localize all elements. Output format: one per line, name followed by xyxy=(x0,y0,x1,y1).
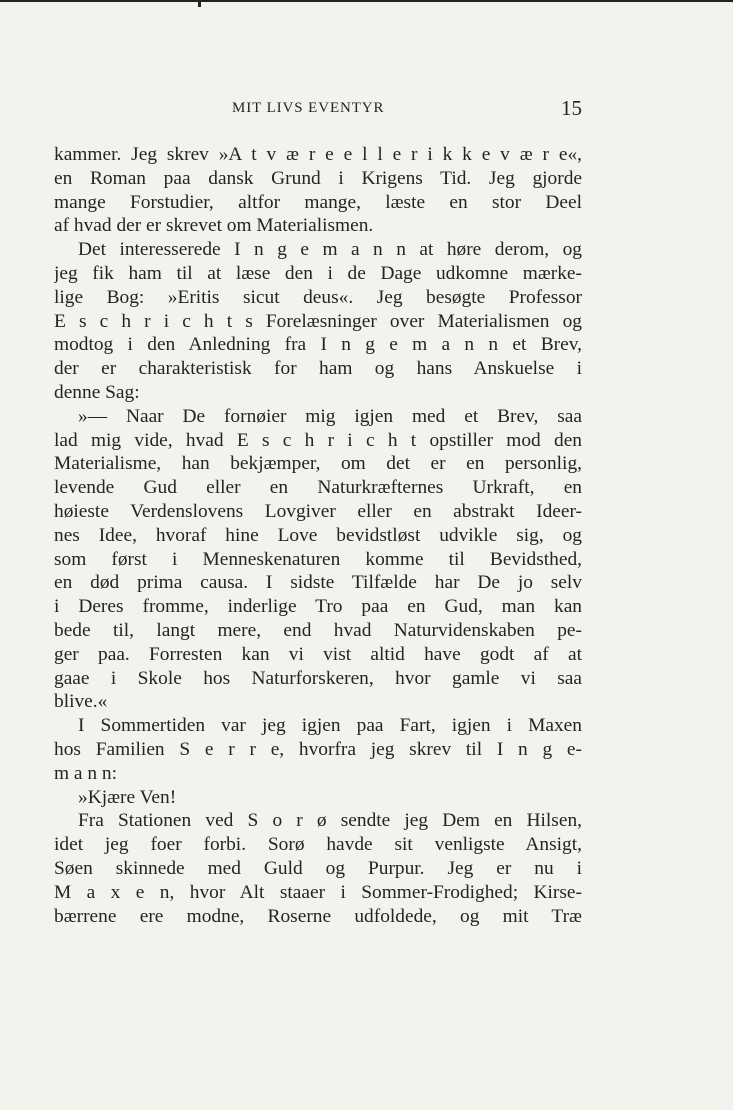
text-line: ger paa. Forresten kan vi vist altid have godt af at xyxy=(54,643,582,665)
text-line: en død prima causa. I sidste Tilfælde har De jo selv xyxy=(54,572,582,594)
running-head xyxy=(54,96,582,120)
text-line: »— Naar De fornøier mig igjen med et Brev, saa xyxy=(78,405,582,427)
text-line: »Kjære Ven! xyxy=(78,786,177,808)
text-line: kammer. Jeg skrev »A t v æ r e e l l e r i k k e v æ r e«, xyxy=(54,144,582,165)
top-edge-mark xyxy=(198,0,201,7)
text-line: bede til, langt mere, end hvad Naturvidenskaben pe- xyxy=(54,619,582,641)
text-line: gaae i Skole hos Naturforskeren, hvor gamle vi saa xyxy=(54,667,582,689)
text-line: levende Gud eller en Naturkræfternes Urkraft, en xyxy=(54,477,582,499)
text-line: som først i Menneskenaturen komme til Bevidsthed, xyxy=(54,548,582,570)
text-line: Det interesserede I n g e m a n n at høre derom, og xyxy=(78,239,582,261)
text-line: blive.« xyxy=(54,691,108,713)
text-line: bærrene ere modne, Roserne udfoldede, og mit Træ xyxy=(54,905,582,927)
text-line: M a x e n, hvor Alt staaer i Sommer-Frodighed; Kirse- xyxy=(54,881,582,903)
top-edge-rule xyxy=(0,0,733,2)
text-line: Søen skinnede med Guld og Purpur. Jeg er nu i xyxy=(54,857,582,879)
page-number: 15 xyxy=(561,96,582,120)
text-line: jeg fik ham til at læse den i de Dage udkomne mærke- xyxy=(54,262,582,284)
text-line: Fra Stationen ved S o r ø sendte jeg Dem en Hilsen, xyxy=(78,810,582,832)
text-line: høieste Verdenslovens Lovgiver eller en abstrakt Ideer- xyxy=(54,500,582,522)
text-line: I Sommertiden var jeg igjen paa Fart, igjen i Maxen xyxy=(78,715,582,737)
text-line: hos Familien S e r r e, hvorfra jeg skrev til I n g e- xyxy=(54,738,582,760)
body-text xyxy=(54,143,582,928)
running-title: MIT LIVS EVENTYR xyxy=(232,100,385,116)
text-line: i Deres fromme, inderlige Tro paa en Gud, man kan xyxy=(54,596,582,618)
text-line: idet jeg foer forbi. Sorø havde sit venligste Ansigt, xyxy=(54,834,582,856)
text-line: der er charakteristisk for ham og hans Anskuelse i xyxy=(54,358,582,380)
text-line: mange Forstudier, altfor mange, læste en stor Deel xyxy=(54,191,582,213)
text-line: modtog i den Anledning fra I n g e m a n n et Brev, xyxy=(54,334,582,356)
text-line: en Roman paa dansk Grund i Krigens Tid. Jeg gjorde xyxy=(54,167,582,189)
text-line: denne Sag: xyxy=(54,381,140,403)
text-line: Materialisme, han bekjæmper, om det er en personlig, xyxy=(54,453,582,475)
text-line: nes Idee, hvoraf hine Love bevidstløst udvikle sig, og xyxy=(54,524,582,546)
text-line: m a n n: xyxy=(54,762,118,784)
text-line: E s c h r i c h t s Forelæsninger over Materialismen og xyxy=(54,310,582,332)
text-line: af hvad der er skrevet om Materialismen. xyxy=(54,215,374,237)
text-line: lige Bog: »Eritis sicut deus«. Jeg besøgte Professor xyxy=(54,286,582,308)
text-line: lad mig vide, hvad E s c h r i c h t opstiller mod den xyxy=(54,429,582,451)
